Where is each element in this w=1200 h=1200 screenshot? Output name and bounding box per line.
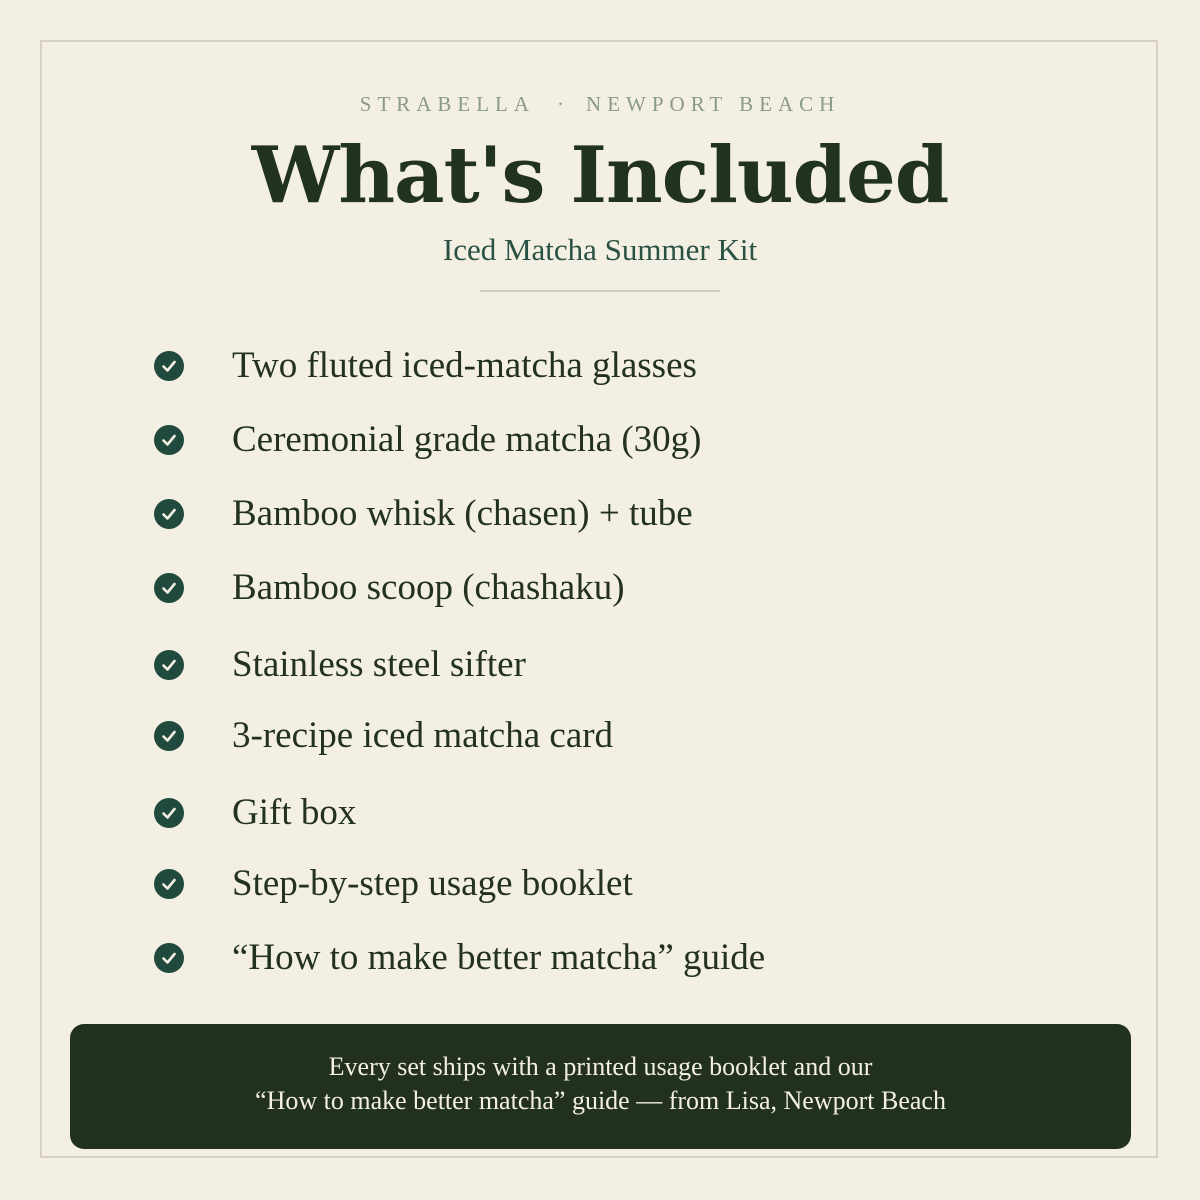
header-divider <box>480 290 720 292</box>
check-circle-icon <box>154 798 184 828</box>
check-circle-icon <box>154 351 184 381</box>
item-label: “How to make better matcha” guide <box>232 937 766 978</box>
item-label: Stainless steel sifter <box>232 644 526 685</box>
list-item <box>154 864 1054 904</box>
list-item <box>154 346 1054 386</box>
list-item <box>154 420 1054 460</box>
brand-location: NEWPORT BEACH <box>586 92 841 116</box>
item-label: Bamboo whisk (chasen) + tube <box>232 493 693 534</box>
check-circle-icon <box>154 499 184 529</box>
page-title: What's Included <box>251 130 949 221</box>
footer-text-line-1: Every set ships with a printed usage booklet and our <box>328 1052 873 1081</box>
check-circle-icon <box>154 869 184 899</box>
item-label: 3-recipe iced matcha card <box>232 715 614 756</box>
item-label: Gift box <box>232 792 357 833</box>
list-item <box>154 645 1054 685</box>
footer-text-line-2: “How to make better matcha” guide — from Lisa, Newport Beach <box>255 1086 946 1115</box>
list-item <box>154 494 1054 534</box>
item-label: Bamboo scoop (chashaku) <box>232 567 625 608</box>
check-circle-icon <box>154 721 184 751</box>
list-item <box>154 568 1054 608</box>
list-item <box>154 938 1054 978</box>
footer-banner <box>70 1024 1131 1149</box>
check-circle-icon <box>154 650 184 680</box>
check-circle-icon <box>154 573 184 603</box>
list-item <box>154 793 1054 833</box>
item-label: Step-by-step usage booklet <box>232 863 633 904</box>
list-item <box>154 716 1054 756</box>
item-label: Ceremonial grade matcha (30g) <box>232 419 702 460</box>
check-circle-icon <box>154 425 184 455</box>
page-subtitle: Iced Matcha Summer Kit <box>442 232 758 267</box>
check-circle-icon <box>154 943 184 973</box>
brand-name: STRABELLA <box>359 92 536 116</box>
brand-line <box>0 92 1200 117</box>
brand-separator: · <box>557 92 565 116</box>
item-label: Two fluted iced-matcha glasses <box>232 345 697 386</box>
